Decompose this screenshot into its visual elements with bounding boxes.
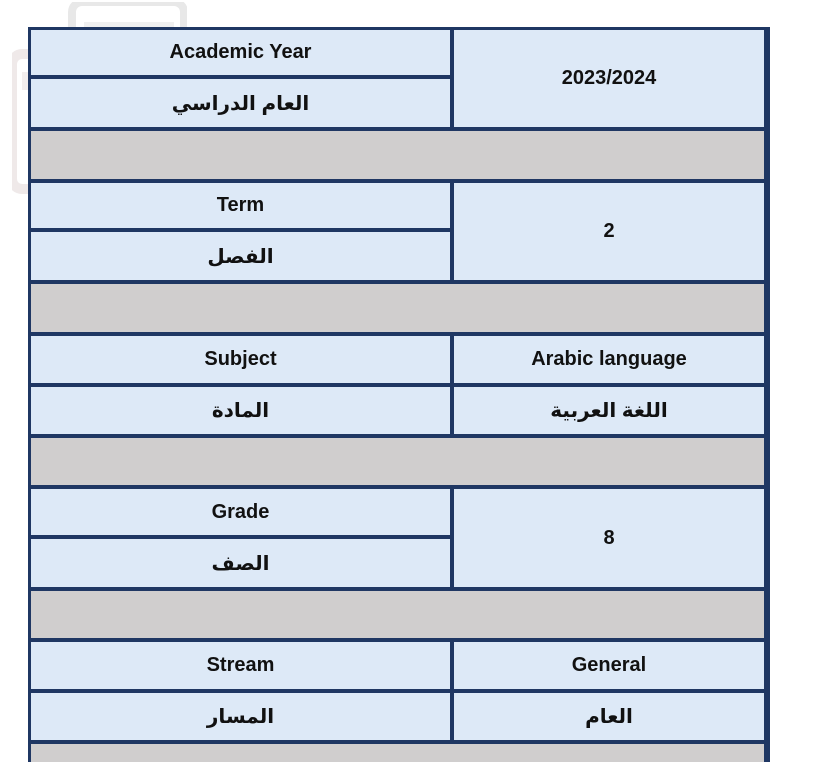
subject-label-ar [31,387,450,434]
subject-value-en-text: Arabic language [531,348,687,370]
stream-value-ar [454,693,764,740]
subject-label-en [31,336,450,383]
grade-label-ar-text: الصف [211,552,270,575]
term-value [454,183,764,280]
term-label-ar [31,232,450,280]
academic-year-label-ar [31,79,450,127]
subject-label-en-text: Subject [204,348,277,370]
grade-value [454,489,764,587]
stream-label-en [31,642,450,689]
academic-year-label-ar-text: العام الدراسي [171,92,310,115]
term-label-en-text: Term [216,194,265,216]
academic-year-label-en-text: Academic Year [169,41,312,63]
stream-label-en-text: Stream [206,654,275,676]
subject-value-ar [454,387,764,434]
academic-year-label-en [31,30,450,75]
row-separator [31,131,764,179]
subject-value-en [454,336,764,383]
subject-label-ar-text: المادة [211,400,270,422]
row-separator [31,744,764,762]
stream-label-ar [31,693,450,740]
row-separator [31,438,764,485]
academic-year-value [454,30,764,127]
term-value-text: 2 [603,220,615,242]
subject-value-ar-text: اللغة العربية [550,400,668,422]
grade-value-text: 8 [603,526,615,549]
grade-label-en-text: Grade [211,500,270,523]
info-table [28,27,770,762]
row-separator [31,591,764,638]
row-separator [31,284,764,332]
stream-label-ar-text: المسار [206,706,275,728]
grade-label-en [31,489,450,535]
term-label-en [31,183,450,228]
term-label-ar-text: الفصل [207,245,274,268]
grade-label-ar [31,539,450,587]
stream-value-en-text: General [571,654,647,676]
stream-value-en [454,642,764,689]
stream-value-ar-text: العام [585,706,633,728]
academic-year-value-text: 2023/2024 [561,67,657,89]
